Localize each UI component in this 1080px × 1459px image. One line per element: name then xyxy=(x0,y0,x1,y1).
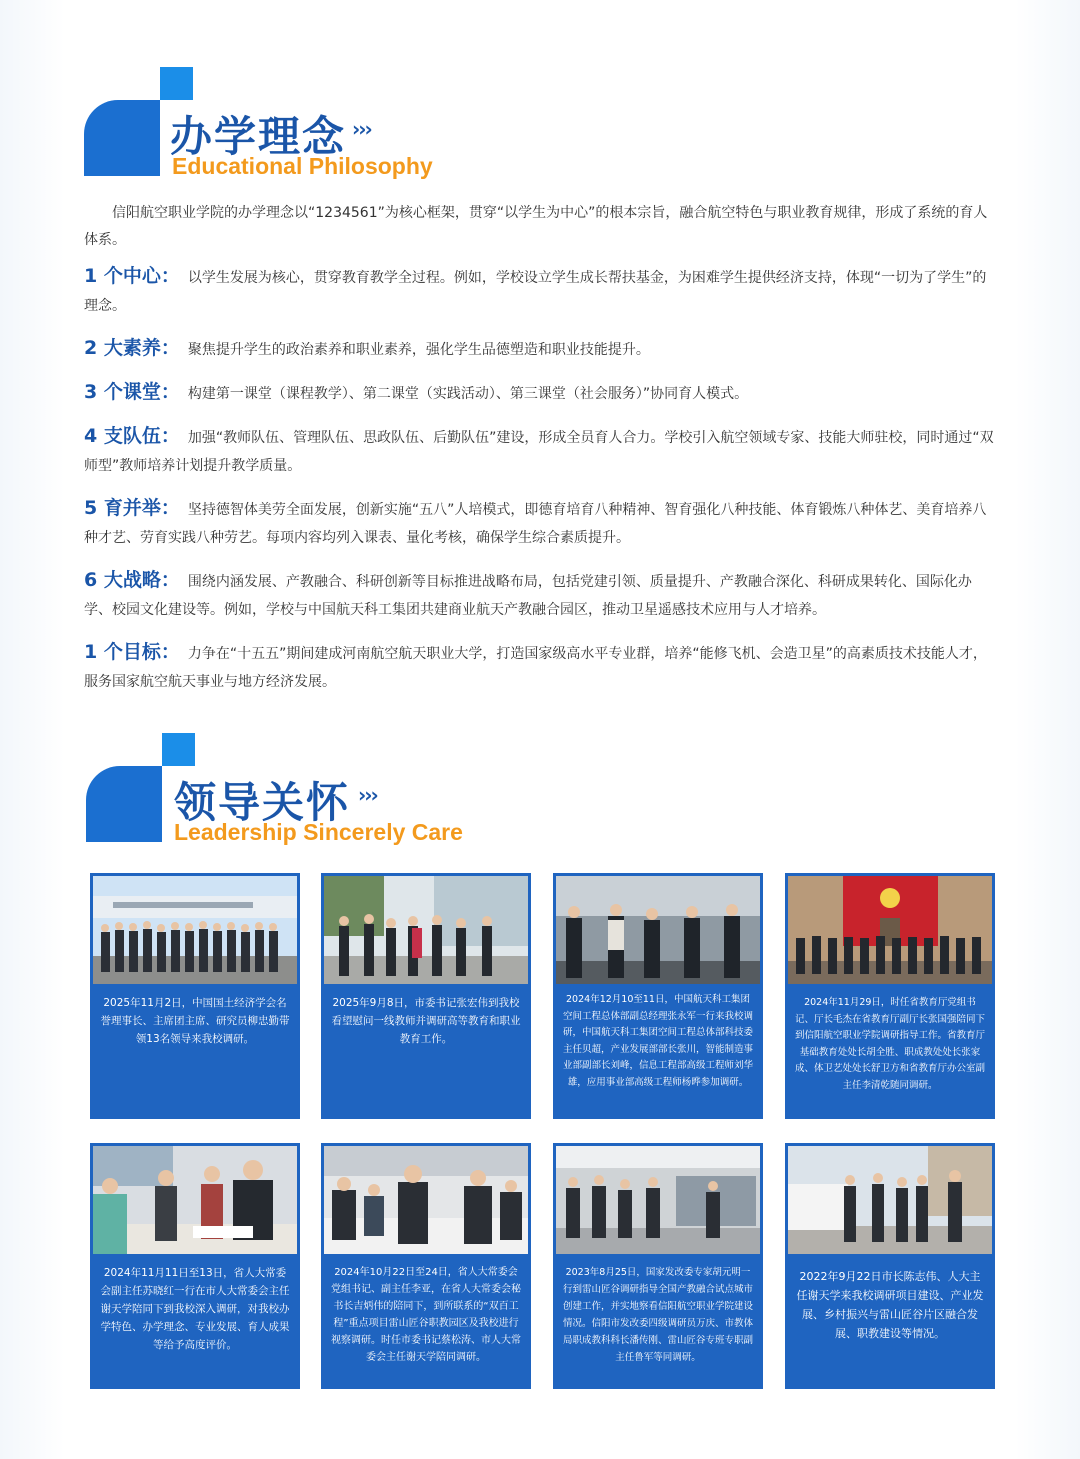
event-caption: 2024年10月22日至24日，省人大常委会党组书记、副主任李亚，在省人大常委会秘书长吉炳伟的陪同下，到所联系的“双百工程”重点项目雷山匠谷职教园区及我校进行视察调研。时任市委书记蔡松涛、市人大常委会主任谢天学陪同调研。 xyxy=(331,1267,521,1363)
philosophy-item-label: 1 个目标： xyxy=(84,641,180,663)
leadership-card xyxy=(90,873,300,1119)
event-caption: 2025年9月8日，市委书记张宏伟到我校看望慰问一线教师并调研高等教育和职业教育工作。 xyxy=(331,997,521,1045)
philosophy-title-en: Educational Philosophy xyxy=(172,153,433,179)
event-caption: 2022年9月22日市长陈志伟、人大主任谢天学来我校调研项目建设、产业发展、乡村振兴与雷山匠谷片区融合发展、职教建设等情况。 xyxy=(796,1270,984,1340)
philosophy-item xyxy=(84,638,998,696)
header-deco-square-small xyxy=(162,733,195,766)
philosophy-item-label: 3 个课堂： xyxy=(84,381,180,403)
event-photo xyxy=(324,1146,528,1254)
leadership-title-en: Leadership Sincerely Care xyxy=(174,819,463,845)
event-caption: 2025年11月2日，中国国土经济学会名誉理事长、主席团主席、研究员柳忠勤带领13名领导来我校调研。 xyxy=(100,997,290,1045)
philosophy-item-label: 4 支队伍： xyxy=(84,425,180,447)
event-caption: 2024年11月11日至13日，省人大常委会副主任苏晓红一行在市人大常委会主任谢天学陪同下到我校深入调研，对我校办学特色、办学理念、专业发展、育人成果等给予高度评价。 xyxy=(100,1267,290,1351)
philosophy-item-label: 6 大战略： xyxy=(84,569,180,591)
leadership-card xyxy=(321,1143,531,1389)
event-photo xyxy=(556,1146,760,1254)
event-photo xyxy=(93,1146,297,1254)
chevrons-right-icon: ››› xyxy=(358,783,377,807)
philosophy-item xyxy=(84,262,998,320)
event-photo xyxy=(788,1146,992,1254)
leadership-card xyxy=(321,873,531,1119)
philosophy-item xyxy=(84,566,998,624)
philosophy-item-text: 围绕内涵发展、产教融合、科研创新等目标推进战略布局，包括党建引领、质量提升、产教融合深化、科研成果转化、国际化办学、校园文化建设等。例如，学校与中国航天科工集团共建商业航天产教融合园区，推动卫星遥感技术应用与人才培养。 xyxy=(84,574,972,618)
philosophy-item-text: 坚持德智体美劳全面发展，创新实施“五八”人培模式，即德育培育八种精神、智育强化八种技能、体育锻炼八种体艺、美育培养八种才艺、劳育实践八种劳艺。每项内容均列入课表、量化考核，确保学生综合素质提升。 xyxy=(84,502,987,546)
leadership-title-cn: 领导关怀 xyxy=(174,778,351,827)
chevrons-right-icon: ››› xyxy=(352,117,371,141)
philosophy-item-text: 聚焦提升学生的政治素养和职业素养，强化学生品德塑造和职业技能提升。 xyxy=(187,342,650,358)
event-photo xyxy=(788,876,992,984)
philosophy-item-text: 力争在“十五五”期间建成河南航空航天职业大学，打造国家级高水平专业群，培养“能修飞机、会造卫星”的高素质技术技能人才，服务国家航空航天事业与地方经济发展。 xyxy=(84,646,987,690)
leadership-card xyxy=(785,1143,995,1389)
philosophy-item xyxy=(84,378,998,408)
philosophy-item-label: 2 大素养： xyxy=(84,337,180,359)
philosophy-item xyxy=(84,334,998,364)
philosophy-intro: 信阳航空职业学院的办学理念以“1234561”为核心框架，贯穿“以学生为中心”的根本宗旨，融合航空特色与职业教育规律，形成了系统的育人体系。 xyxy=(84,205,988,248)
philosophy-item-label: 1 个中心： xyxy=(84,265,180,287)
leadership-card xyxy=(785,873,995,1119)
leadership-card xyxy=(553,1143,763,1389)
philosophy-items xyxy=(84,262,998,710)
philosophy-title-cn: 办学理念 xyxy=(170,112,347,161)
philosophy-item xyxy=(84,422,998,480)
leadership-card xyxy=(90,1143,300,1389)
event-photo xyxy=(93,876,297,984)
event-caption: 2024年11月29日，时任省教育厅党组书记、厅长毛杰在省教育厅副厅长张国强陪同下到信阳航空职业学院调研指导工作。省教育厅基础教育处处长胡全胜、职成教处处长张家成、体卫艺处处长舒卫方和省教育厅办公室副主任李清乾随同调研。 xyxy=(795,997,986,1091)
philosophy-item-text: 加强“教师队伍、管理队伍、思政队伍、后勤队伍”建设，形成全员育人合力。学校引入航空领域专家、技能大师驻校，同时通过“双师型”教师培养计划提升教学质量。 xyxy=(84,430,994,474)
leadership-card xyxy=(553,873,763,1119)
header-deco-square-big xyxy=(86,766,162,842)
event-photo xyxy=(556,876,760,984)
philosophy-item-label: 5 育并举： xyxy=(84,497,180,519)
header-deco-square-big xyxy=(84,100,160,176)
philosophy-item-text: 以学生发展为核心，贯穿教育教学全过程。例如，学校设立学生成长帮扶基金，为困难学生提供经济支持，体现“一切为了学生”的理念。 xyxy=(84,270,987,314)
event-caption: 2024年12月10至11日，中国航天科工集团空间工程总体部副总经理张永军一行来我校调研，中国航天科工集团空间工程总体部科技委主任贝超，产业发展部部长张川，智能制造事业部副部长刘峰，信息工程部高级工程师刘华雄，应用事业部高级工程师杨晔参加调研。 xyxy=(563,994,754,1088)
philosophy-item-text: 构建第一课堂（课程教学）、第二课堂（实践活动）、第三课堂（社会服务）”协同育人模式。 xyxy=(187,386,749,402)
event-photo xyxy=(324,876,528,984)
event-caption: 2023年8月25日，国家发改委专家胡元明一行到雷山匠谷调研指导全国产教融合试点城市创建工作，并实地察看信阳航空职业学院建设情况。信阳市发改委四级调研员万庆、市教体局职成教科科长潘传刚、雷山匠谷专班专职副主任鲁军等同调研。 xyxy=(563,1267,754,1363)
header-deco-square-small xyxy=(160,67,193,100)
philosophy-item xyxy=(84,494,998,552)
